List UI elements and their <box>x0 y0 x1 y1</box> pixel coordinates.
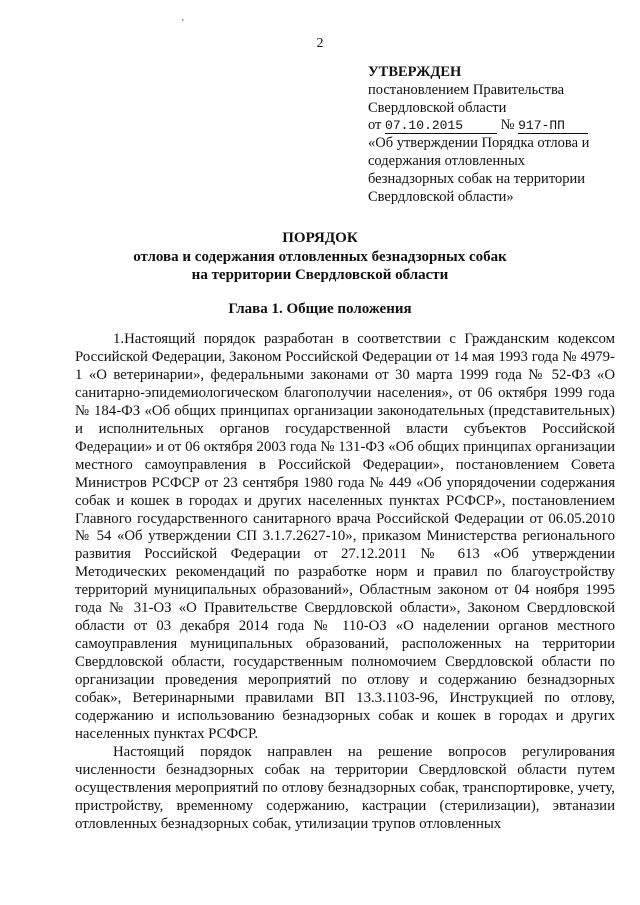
approval-line-2: Свердловской области <box>368 99 507 116</box>
approval-line-1: постановлением Правительства <box>368 81 565 98</box>
approval-date: 07.10.2015 <box>385 119 497 134</box>
number-label: № <box>500 117 515 134</box>
approval-block <box>368 64 618 206</box>
title-line-2: отлова и содержания отловленных безнадзорных собак <box>133 248 507 265</box>
approval-caption-2: содержания отловленных <box>368 152 525 169</box>
title-line-1: ПОРЯДОК <box>282 230 358 246</box>
document-title <box>0 229 640 285</box>
approval-date-line <box>368 117 618 135</box>
document-body <box>75 331 615 834</box>
approval-number: 917-ПП <box>518 119 588 134</box>
approval-heading: УТВЕРЖДЕН <box>368 64 462 80</box>
approval-caption-4: Свердловской области» <box>368 188 514 205</box>
from-label: от <box>368 117 382 134</box>
title-line-3: на территории Свердловской области <box>191 267 449 283</box>
chapter-heading: Глава 1. Общие положения <box>228 301 412 317</box>
scan-mark: ' <box>182 18 184 29</box>
page-number: 2 <box>316 36 324 51</box>
approval-caption-1: «Об утверждении Порядка отлова и <box>368 135 590 152</box>
paragraph-2: Настоящий порядок направлен на решение вопросов регулирования численности безнадзорных собак на территории Свердловской области путем осуществления мероприятий по отлову безнадзорных собак, транспортировке, учету, пристройству, временному содержанию, кастрации (стерилизации), эвтаназии отловленных безнадзорных собак, утилизации трупов отловленных <box>75 743 615 832</box>
approval-caption-3: безнадзорных собак на территории <box>368 170 585 187</box>
paragraph-1: 1.Настоящий порядок разработан в соответствии с Гражданским кодексом Российской Федерации, Законом Российской Федерации от 14 мая 1993 года № 4979-1 «О ветеринарии», федеральными законами от 30 марта 1999 года № 52-ФЗ «О санитарно-эпидемиологическом благополучии населения», от 06 октября 1999 года № 184-ФЗ «Об общих принципах организации законодательных (представительных) и исполнительных органов государственной власти субъектов Российской Федерации» и от 06 октября 2003 года № 131-ФЗ «Об общих принципах организации местного самоуправления в Российской Федерации», постановлением Совета Министров РСФСР от 23 сентября 1980 года № 449 «Об упорядочении содержания собак и кошек в городах и других населенных пунктах РСФСР», постановлением Главного государственного санитарного врача Российской Федерации от 06.05.2010 № 54 «Об утверждении СП 3.1.7.2627-10», приказом Министерства регионального развития Российской Федерации от 27.12.2011 № 613 «Об утверждении Методических рекомендаций по разработке норм и правил по благоустройству территорий муниципальных образований», Областным законом от 04 ноября 1995 года № 31-ОЗ «О Правительстве Свердловской области», Законом Свердловской области от 03 декабря 2014 года № 110-ОЗ «О наделении органов местного самоуправления муниципальных образований, расположенных на территории Свердловской области, государственным полномочием Свердловской области по организации проведения мероприятий по отлову и содержанию безнадзорных собак», Ветеринарными правилами ВП 13.3.1103-96, Инструкцией по отлову, содержанию и использованию безнадзорных собак и кошек в городах и других населенных пунктах РСФСР. <box>75 331 615 742</box>
